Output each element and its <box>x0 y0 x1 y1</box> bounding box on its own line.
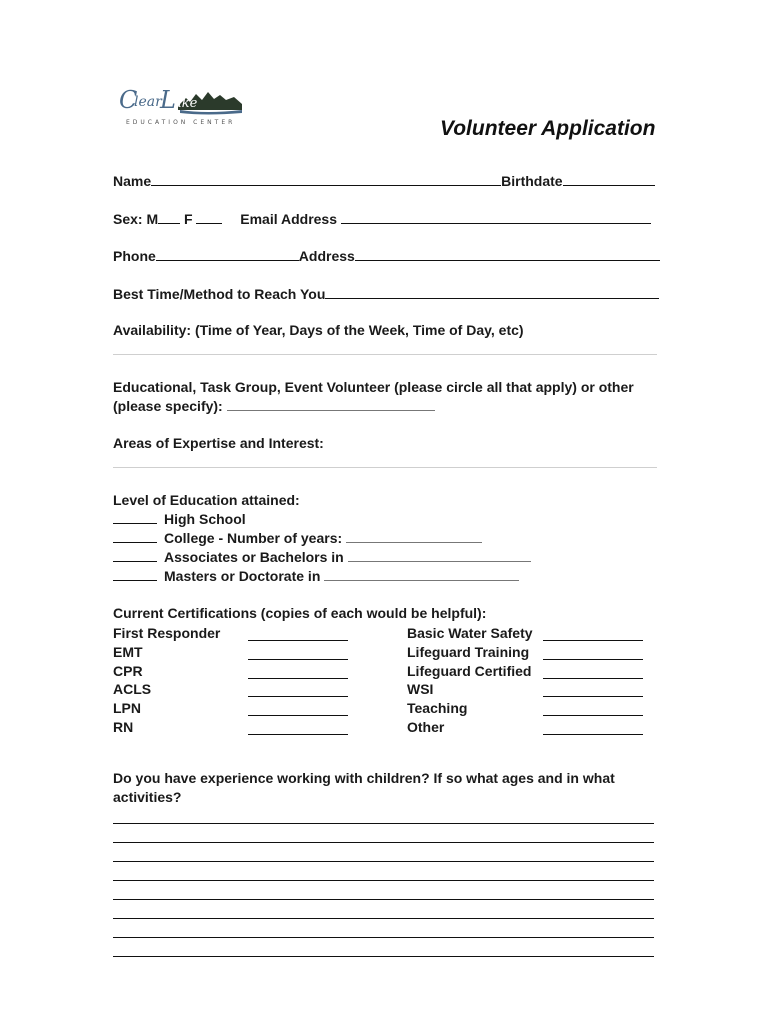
bachelors-field[interactable] <box>348 549 531 562</box>
education-option-label: High School <box>164 511 246 527</box>
doctorate-field[interactable] <box>324 568 519 581</box>
experience-answer-line[interactable] <box>113 860 654 862</box>
experience-answer-line[interactable] <box>113 955 654 957</box>
clear-lake-logo <box>116 80 248 132</box>
education-checkline[interactable] <box>113 568 157 581</box>
expertise-field[interactable] <box>113 467 657 468</box>
birthdate-label: Birthdate <box>501 173 563 189</box>
cert-field[interactable] <box>248 714 348 716</box>
sex-label: Sex: <box>113 211 143 227</box>
availability-field[interactable] <box>113 354 657 355</box>
education-checkline[interactable] <box>113 549 157 562</box>
svg-text:lear: lear <box>134 94 162 110</box>
experience-question-cont: activities? <box>113 789 182 805</box>
cert-label: Lifeguard Training <box>407 644 530 660</box>
experience-answer-line[interactable] <box>113 822 654 824</box>
specify-row <box>113 398 435 414</box>
experience-answer-line[interactable] <box>113 917 654 919</box>
svg-text:EDUCATION CENTER: EDUCATION CENTER <box>126 119 236 126</box>
svg-text:ake: ake <box>174 96 198 111</box>
best-time-label: Best Time/Method to Reach You <box>113 286 326 302</box>
education-option-label: Masters or Doctorate in <box>164 568 321 584</box>
experience-answer-line[interactable] <box>113 841 654 843</box>
logo-graphic <box>116 80 248 132</box>
cert-label: Lifeguard Certified <box>407 663 532 679</box>
page-title: Volunteer Application <box>440 117 656 140</box>
availability-label: Availability: (Time of Year, Days of the Week, Time of Day, etc) <box>113 322 524 338</box>
cert-field[interactable] <box>248 639 348 641</box>
birthdate-field[interactable] <box>563 171 655 186</box>
cert-field[interactable] <box>248 695 348 697</box>
specify-label: (please specify): <box>113 398 223 414</box>
cert-label: ACLS <box>113 681 152 697</box>
education-option <box>113 568 519 584</box>
cert-field[interactable] <box>543 714 643 716</box>
education-checkline[interactable] <box>113 530 157 543</box>
cert-label: First Responder <box>113 625 221 641</box>
best-time-row <box>113 284 659 302</box>
experience-question: Do you have experience working with children? If so what ages and in what <box>113 770 615 786</box>
cert-field[interactable] <box>543 733 643 735</box>
education-option <box>113 549 531 565</box>
male-field[interactable] <box>158 209 180 224</box>
email-field[interactable] <box>341 209 651 224</box>
cert-label: Other <box>407 719 445 735</box>
cert-label: WSI <box>407 681 434 697</box>
education-checkline[interactable] <box>113 511 157 524</box>
cert-field[interactable] <box>248 658 348 660</box>
cert-field[interactable] <box>543 695 643 697</box>
female-field[interactable] <box>196 209 222 224</box>
cert-field[interactable] <box>543 677 643 679</box>
phone-field[interactable] <box>156 246 299 261</box>
sex-email-row <box>113 209 651 227</box>
email-label: Email Address <box>240 211 338 227</box>
female-label: F <box>184 211 193 227</box>
phone-label: Phone <box>113 248 156 264</box>
address-field[interactable] <box>355 246 660 261</box>
cert-field[interactable] <box>543 658 643 660</box>
experience-answer-line[interactable] <box>113 898 654 900</box>
cert-label: LPN <box>113 700 141 716</box>
cert-label: Basic Water Safety <box>407 625 533 641</box>
experience-answer-line[interactable] <box>113 879 654 881</box>
college-years-field[interactable] <box>346 530 482 543</box>
svg-text:L: L <box>160 86 176 114</box>
expertise-label: Areas of Expertise and Interest: <box>113 435 324 451</box>
cert-label: EMT <box>113 644 143 660</box>
specify-field[interactable] <box>227 398 435 411</box>
volunteer-type-label: Educational, Task Group, Event Volunteer (please circle all that apply) or other <box>113 379 634 395</box>
education-option-label: College - Number of years: <box>164 530 343 546</box>
name-row <box>113 171 655 189</box>
phone-address-row <box>113 246 660 264</box>
name-label: Name <box>113 173 152 189</box>
cert-field[interactable] <box>248 677 348 679</box>
cert-label: RN <box>113 719 134 735</box>
cert-label: Teaching <box>407 700 468 716</box>
experience-answer-line[interactable] <box>113 936 654 938</box>
cert-field[interactable] <box>543 639 643 641</box>
address-label: Address <box>298 248 355 264</box>
education-heading: Level of Education attained: <box>113 492 300 508</box>
cert-label: CPR <box>113 663 143 679</box>
education-option-label: Associates or Bachelors in <box>164 549 344 565</box>
education-option <box>113 530 482 546</box>
male-label: M <box>146 211 159 227</box>
certifications-heading: Current Certifications (copies of each would be helpful): <box>113 605 487 621</box>
svg-text:C: C <box>119 86 138 114</box>
name-field[interactable] <box>151 171 501 186</box>
best-time-field[interactable] <box>325 284 659 299</box>
education-option <box>113 511 246 527</box>
cert-field[interactable] <box>248 733 348 735</box>
